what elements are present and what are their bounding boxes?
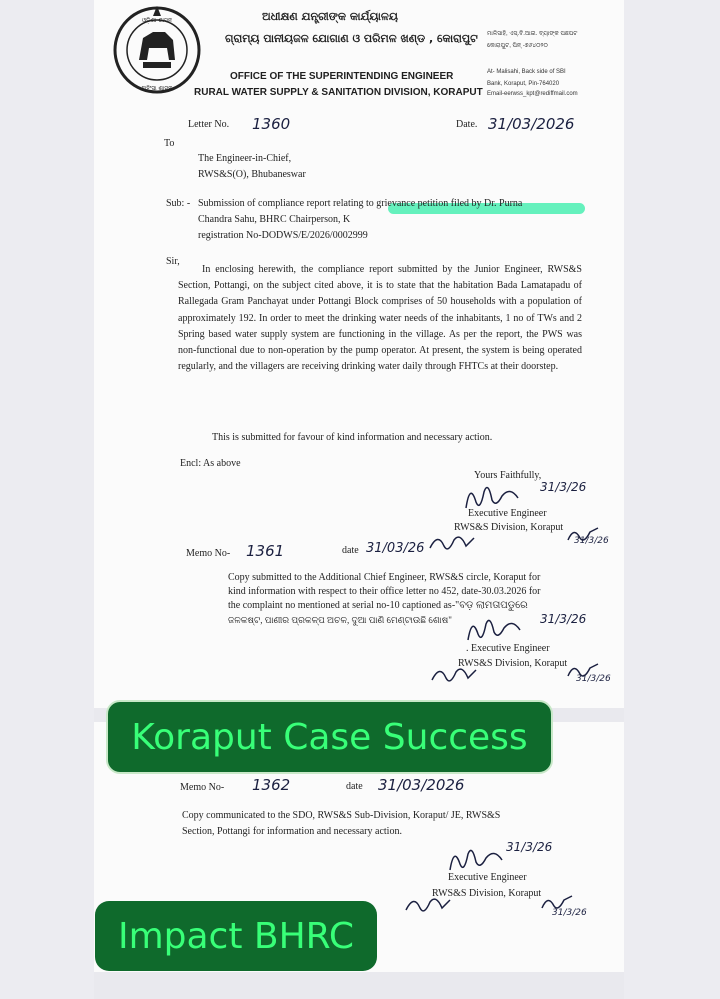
initial-stamp-2 [430,662,480,688]
address-line2: Bank, Koraput, Pin-764020 [487,81,560,87]
memo1-line3: the complaint no mentioned at serial no-10 captioned as-"ବଡ଼ ଲାମତାପଡୁରେ [228,600,528,611]
memo2-line1: Copy communicated to the SDO, RWS&S Sub-Division, Koraput/ JE, RWS&S [182,810,501,821]
memo1-number: 1361 [246,542,285,560]
memo2-date-label: date [346,781,363,792]
address-odia-line2: କୋରାପୁଟ, ପିନ୍ -୭୬୪୦୨୦ [487,43,548,49]
memo2-number: 1362 [252,776,291,794]
memo1-line2: kind information with respect to their office letter no 452, date-30.03.2026 for [228,586,541,597]
signature-date-2: 31/3/26 [540,612,587,626]
memo2-label: Memo No- [180,782,225,793]
letter-no-value: 1360 [252,115,291,133]
subject-line3: registration No-DODWS/E/2026/0002999 [198,230,368,241]
date-value: 31/03/2026 [488,115,575,133]
memo1-date-label: date [342,545,359,556]
odisha-emblem-logo [113,2,201,98]
initial-stamp-3 [404,892,454,918]
header-office-title: OFFICE OF THE SUPERINTENDING ENGINEER [230,71,454,82]
logo-top-text: ଓଡ଼ିଶା ଶାସନ [141,17,173,24]
subject-label: Sub: - [166,198,191,209]
initials-date-2: 31/3/26 [576,674,611,684]
koraput-case-success-banner: Koraput Case Success [106,700,553,774]
header-odia-title: ଅଧୀକ୍ଷଣ ଯନ୍ତ୍ରୀଙ୍କ କାର୍ଯ୍ୟାଳୟ [262,10,398,23]
designation-3a: Executive Engineer [448,872,527,883]
left-margin [0,0,94,999]
address-line1: At- Malisahi, Back side of SBI [487,69,566,75]
initials-date-1: 31/3/26 [574,536,609,546]
signature-mark-2 [464,612,544,646]
salutation: Sir, [166,256,180,267]
yours-faithfully: Yours Faithfully, [474,470,542,481]
header-division-title: RURAL WATER SUPPLY & SANITATION DIVISION, KORAPUT [194,87,483,98]
logo-bottom-text: ଅହିଂସା ଶାସନ [141,85,173,92]
designation-2a: . Executive Engineer [466,643,550,654]
designation-1a: Executive Engineer [468,508,547,519]
signature-date-3: 31/3/26 [506,840,553,854]
email-address: Email-eerwss_kpt@rediffmail.com [487,91,578,97]
memo1-date-value: 31/03/26 [366,541,425,556]
addressee-line2: RWS&S(O), Bhubaneswar [198,169,306,180]
memo1-line1: Copy submitted to the Additional Chief Engineer, RWS&S circle, Koraput for [228,572,541,583]
header-odia-subtitle: ଗ୍ରାମ୍ୟ ପାନୀୟଜଳ ଯୋଗାଣ ଓ ପରିମଳ ଖଣ୍ଡ , କୋରାପୁଟ [225,32,478,45]
memo1-label: Memo No- [186,548,231,559]
signature-date-1: 31/3/26 [540,480,587,494]
address-odia-line1: ମାଳିସାହି, ଏସ୍.ବି.ଆଇ. ବ୍ୟାଙ୍କ ପଛପଟ [487,31,578,37]
right-margin [624,0,720,999]
designation-2b: RWS&S Division, Koraput [458,658,568,669]
letter-body-paragraph: In enclosing herewith, the compliance report submitted by the Junior Engineer, RWS&S Section, Pottangi, on the subject cited above, it is to state that the habitation Bada Lamatapadu of Rallegada Gram Panchayat under Pottangi Block comprises of 50 households with a population of approximately 192. In order to meet the drinking water needs of the inhabitants, 1 no of TWs and 2 Spring based water supply system are functioning in the village. As per the report, the PWS was non-functional due to non-operation by the pump operator. At present, the system is being operated regularly, and the villagers are receiving drinking water daily through FHTCs at their doorstep. [178,264,582,373]
designation-1b: RWS&S Division, Koraput [454,522,564,533]
date-label: Date. [456,119,478,130]
submission-line: This is submitted for favour of kind information and necessary action. [212,432,493,443]
initial-stamp-1 [428,530,478,556]
designation-3b: RWS&S Division, Koraput [432,888,542,899]
to-label: To [164,138,175,149]
addressee-line1: The Engineer-in-Chief, [198,153,292,164]
subject-line2: Chandra Sahu, BHRC Chairperson, K [198,214,351,225]
memo1-line4: ଜଳକଷ୍ଟ, ପାଣୀର ପ୍ରକଳ୍ପ ଅଚଳ, ଦୁଆ ପାଣି ମେଣ୍ଟାଉଛି ଶୋଷ" [228,615,452,625]
memo2-line2: Section, Pottangi for information and necessary action. [182,826,402,837]
memo2-date-value: 31/03/2026 [378,776,465,794]
initials-date-3: 31/3/26 [552,908,587,918]
subject-line1: Submission of compliance report relating to grievance petition filed by Dr. Purna [198,198,523,209]
letter-no-label: Letter No. [188,119,230,130]
impact-bhrc-banner: Impact BHRC [95,901,377,971]
enclosure-line: Encl: As above [180,458,241,469]
